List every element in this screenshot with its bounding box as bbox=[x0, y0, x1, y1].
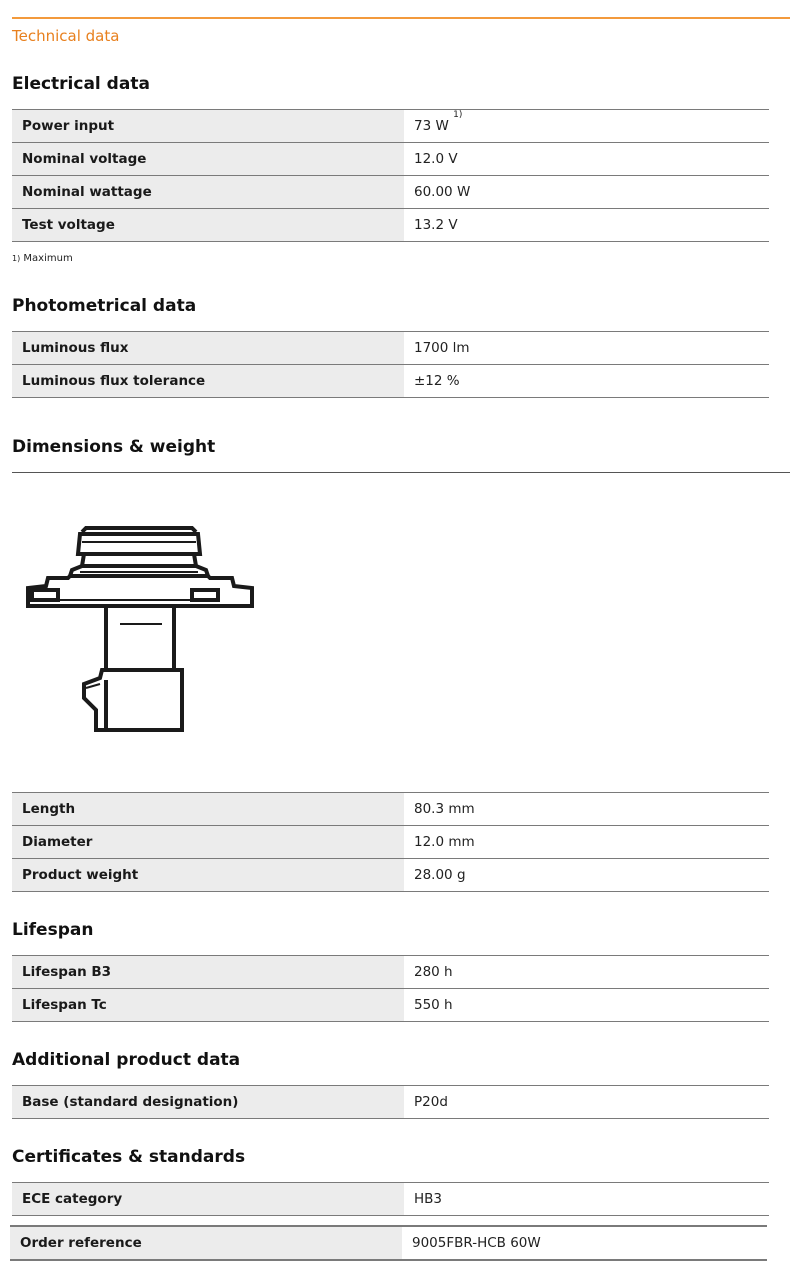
footnote-marker: 1) bbox=[453, 110, 463, 120]
page-title: Technical data bbox=[12, 27, 120, 45]
spec-value: 80.3 mm bbox=[404, 793, 769, 826]
spec-label: Base (standard designation) bbox=[12, 1086, 404, 1119]
order-table bbox=[10, 1225, 767, 1261]
section-title-photometrical: Photometrical data bbox=[12, 296, 197, 316]
table-row bbox=[12, 365, 769, 398]
spec-value: 12.0 mm bbox=[404, 826, 769, 859]
spec-label: Nominal voltage bbox=[12, 143, 404, 176]
table-row bbox=[12, 143, 769, 176]
spec-label: Order reference bbox=[10, 1226, 402, 1260]
section-title-lifespan: Lifespan bbox=[12, 920, 94, 940]
section-title-dimensions: Dimensions & weight bbox=[12, 437, 216, 457]
section-title-additional: Additional product data bbox=[12, 1050, 241, 1070]
table-row bbox=[12, 989, 769, 1022]
spec-value: 60.00 W bbox=[404, 176, 769, 209]
table-row bbox=[12, 332, 769, 365]
table-row bbox=[12, 110, 769, 143]
spec-value: 1700 lm bbox=[404, 332, 769, 365]
table-row bbox=[12, 826, 769, 859]
spec-label: Power input bbox=[12, 110, 404, 143]
spec-label: Length bbox=[12, 793, 404, 826]
section-title-certificates: Certificates & standards bbox=[12, 1147, 246, 1167]
spec-value: P20d bbox=[404, 1086, 769, 1119]
lifespan-table bbox=[12, 955, 769, 1022]
spec-value: 13.2 V bbox=[404, 209, 769, 242]
table-row bbox=[12, 1086, 769, 1119]
spec-value: 28.00 g bbox=[404, 859, 769, 892]
spec-value bbox=[404, 110, 769, 143]
spec-label: Nominal wattage bbox=[12, 176, 404, 209]
table-row bbox=[12, 1183, 769, 1216]
spec-label: Luminous flux tolerance bbox=[12, 365, 404, 398]
section-title-electrical: Electrical data bbox=[12, 74, 150, 94]
section-divider bbox=[12, 472, 790, 473]
table-row bbox=[12, 176, 769, 209]
spec-label: Diameter bbox=[12, 826, 404, 859]
footnote-text: Maximum bbox=[23, 253, 73, 264]
photometrical-table bbox=[12, 331, 769, 398]
spec-label: Lifespan B3 bbox=[12, 956, 404, 989]
spec-label: Product weight bbox=[12, 859, 404, 892]
spec-label: Test voltage bbox=[12, 209, 404, 242]
spec-value: 9005FBR-HCB 60W bbox=[402, 1226, 767, 1260]
spec-label: Lifespan Tc bbox=[12, 989, 404, 1022]
spec-value: ±12 % bbox=[404, 365, 769, 398]
table-row bbox=[10, 1226, 767, 1260]
spec-label: ECE category bbox=[12, 1183, 404, 1216]
dimensions-table bbox=[12, 792, 769, 892]
spec-value: 550 h bbox=[404, 989, 769, 1022]
spec-value: 12.0 V bbox=[404, 143, 769, 176]
table-row bbox=[12, 209, 769, 242]
additional-table bbox=[12, 1085, 769, 1119]
footnote-marker: 1) bbox=[12, 254, 21, 263]
footnote bbox=[12, 252, 73, 266]
header-divider bbox=[12, 17, 790, 19]
electrical-table bbox=[12, 109, 769, 242]
spec-value: HB3 bbox=[404, 1183, 769, 1216]
lamp-base-drawing-icon bbox=[20, 520, 260, 740]
table-row bbox=[12, 859, 769, 892]
spec-value: 280 h bbox=[404, 956, 769, 989]
spec-label: Luminous flux bbox=[12, 332, 404, 365]
certificates-table bbox=[12, 1182, 769, 1216]
table-row bbox=[12, 793, 769, 826]
table-row bbox=[12, 956, 769, 989]
spec-value-text: 73 W bbox=[414, 118, 449, 134]
